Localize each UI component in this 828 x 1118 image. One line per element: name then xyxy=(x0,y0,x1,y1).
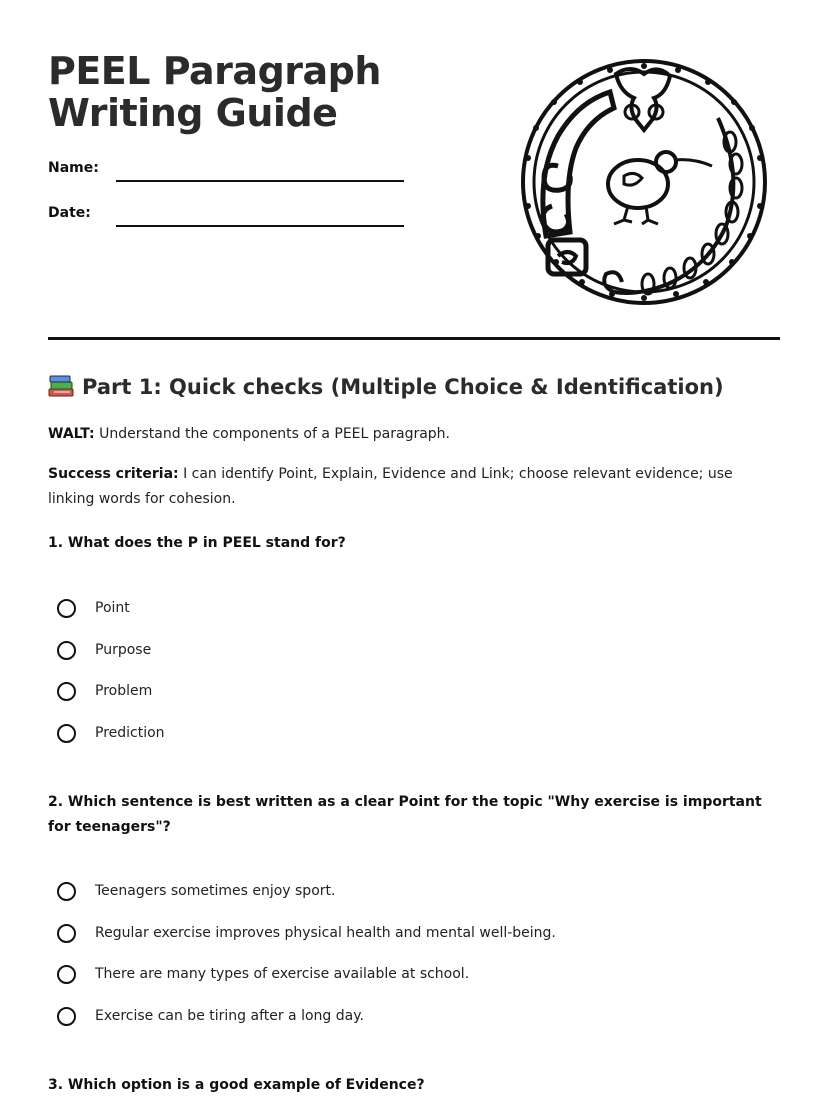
books-icon xyxy=(48,374,74,403)
q2-option-c[interactable] xyxy=(57,961,469,987)
radio-button[interactable] xyxy=(57,682,76,701)
option-label: Teenagers sometimes enjoy sport. xyxy=(95,883,336,899)
option-label: Point xyxy=(95,600,130,616)
q1-option-point[interactable] xyxy=(57,595,130,621)
q1-option-problem[interactable] xyxy=(57,678,152,704)
page-title: PEEL Paragraph Writing Guide xyxy=(48,49,381,135)
section-divider xyxy=(48,337,780,340)
q2-option-b[interactable] xyxy=(57,920,556,946)
success-criteria-text: I can identify Point, Explain, Evidence and Link; choose relevant evidence; use linking words for cohesion. xyxy=(48,466,733,507)
name-label: Name: xyxy=(48,160,99,176)
radio-button[interactable] xyxy=(57,599,76,618)
name-field-line[interactable] xyxy=(116,180,404,182)
date-label: Date: xyxy=(48,205,91,221)
success-criteria-label: Success criteria: xyxy=(48,466,179,482)
radio-button[interactable] xyxy=(57,924,76,943)
walt-label: WALT: xyxy=(48,426,95,442)
option-label: There are many types of exercise available at school. xyxy=(95,966,470,982)
option-label: Regular exercise improves physical health and mental well-being. xyxy=(95,925,556,941)
radio-button[interactable] xyxy=(57,965,76,984)
question-2: 2. Which sentence is best written as a clear Point for the topic "Why exercise is important for teenagers"? xyxy=(48,794,762,835)
radio-button[interactable] xyxy=(57,1007,76,1026)
walt-text: Understand the components of a PEEL paragraph. xyxy=(94,426,450,442)
radio-button[interactable] xyxy=(57,724,76,743)
radio-button[interactable] xyxy=(57,641,76,660)
maori-kiwi-fern-emblem-icon xyxy=(518,56,770,308)
q2-option-a[interactable] xyxy=(57,878,335,904)
success-criteria xyxy=(48,462,768,512)
radio-button[interactable] xyxy=(57,882,76,901)
question-3: 3. Which option is a good example of Evidence? xyxy=(48,1077,425,1093)
date-field-line[interactable] xyxy=(116,225,404,227)
option-label: Problem xyxy=(95,683,153,699)
option-label: Exercise can be tiring after a long day. xyxy=(95,1008,364,1024)
q1-option-purpose[interactable] xyxy=(57,637,151,663)
option-label: Purpose xyxy=(95,642,152,658)
walt-statement xyxy=(48,422,768,447)
question-1: 1. What does the P in PEEL stand for? xyxy=(48,535,346,551)
q1-option-prediction[interactable] xyxy=(57,720,165,746)
part1-heading-text: Part 1: Quick checks (Multiple Choice & Identification) xyxy=(82,375,724,399)
q2-option-d[interactable] xyxy=(57,1003,364,1029)
part1-heading xyxy=(48,374,724,403)
option-label: Prediction xyxy=(95,725,165,741)
